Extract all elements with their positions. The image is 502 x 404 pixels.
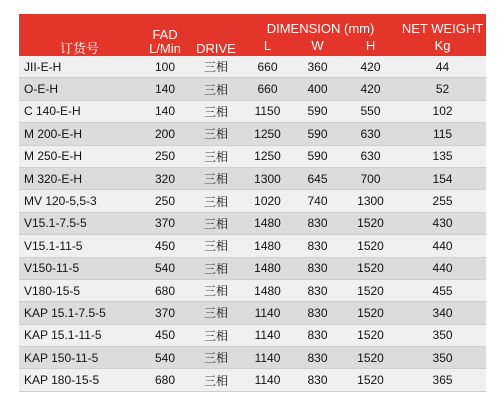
cell-drive: 三相 (190, 78, 242, 100)
cell-length: 660 (242, 78, 293, 100)
cell-width: 830 (293, 257, 342, 279)
cell-model: KAP 180-15-5 (19, 369, 140, 391)
cell-weight: 365 (399, 369, 486, 391)
cell-drive: 三相 (190, 235, 242, 257)
cell-height: 1520 (342, 257, 399, 279)
cell-fad: 680 (140, 369, 190, 391)
cell-weight: 154 (399, 167, 486, 189)
header-drive: DRIVE (190, 14, 242, 56)
cell-fad: 540 (140, 257, 190, 279)
cell-height: 1520 (342, 324, 399, 346)
table-row (19, 145, 486, 167)
cell-drive: 三相 (190, 324, 242, 346)
cell-weight: 340 (399, 302, 486, 324)
cell-length: 1480 (242, 235, 293, 257)
cell-width: 830 (293, 369, 342, 391)
table-row (19, 235, 486, 257)
cell-weight: 430 (399, 212, 486, 234)
cell-width: 645 (293, 167, 342, 189)
cell-model: V15.1-11-5 (19, 235, 140, 257)
cell-fad: 320 (140, 167, 190, 189)
cell-height: 630 (342, 123, 399, 145)
cell-height: 420 (342, 78, 399, 100)
cell-weight: 102 (399, 100, 486, 122)
cell-fad: 250 (140, 190, 190, 212)
cell-drive: 三相 (190, 212, 242, 234)
cell-weight: 440 (399, 235, 486, 257)
cell-drive: 三相 (190, 279, 242, 301)
table-row (19, 78, 486, 100)
cell-length: 1140 (242, 369, 293, 391)
cell-model: V15.1-7.5-5 (19, 212, 140, 234)
spec-table (19, 14, 486, 392)
header-dim-w: W (293, 36, 342, 56)
cell-fad: 540 (140, 347, 190, 369)
header-fad-unit: L/Min (149, 41, 181, 56)
table-row (19, 279, 486, 301)
cell-model: KAP 150-11-5 (19, 347, 140, 369)
table-body (19, 56, 486, 391)
cell-width: 400 (293, 78, 342, 100)
cell-model: JII-E-H (19, 56, 140, 78)
cell-fad: 680 (140, 279, 190, 301)
header-dim-h: H (342, 36, 399, 56)
cell-model: MV 120-5,5-3 (19, 190, 140, 212)
cell-length: 1480 (242, 212, 293, 234)
cell-fad: 370 (140, 302, 190, 324)
header-order-no: 订货号 (19, 14, 140, 56)
table-row (19, 190, 486, 212)
table-row (19, 56, 486, 78)
cell-length: 1250 (242, 123, 293, 145)
cell-length: 1480 (242, 279, 293, 301)
cell-length: 1020 (242, 190, 293, 212)
cell-length: 1300 (242, 167, 293, 189)
cell-drive: 三相 (190, 56, 242, 78)
cell-height: 1520 (342, 347, 399, 369)
table-header (19, 14, 486, 56)
header-weight-unit: Kg (399, 36, 486, 56)
cell-width: 830 (293, 235, 342, 257)
header-dim-l: L (242, 36, 293, 56)
cell-width: 360 (293, 56, 342, 78)
cell-length: 1250 (242, 145, 293, 167)
cell-drive: 三相 (190, 167, 242, 189)
cell-model: C 140-E-H (19, 100, 140, 122)
table-row (19, 347, 486, 369)
cell-weight: 135 (399, 145, 486, 167)
cell-width: 590 (293, 123, 342, 145)
cell-drive: 三相 (190, 145, 242, 167)
cell-height: 1520 (342, 279, 399, 301)
cell-height: 630 (342, 145, 399, 167)
cell-model: KAP 15.1-7.5-5 (19, 302, 140, 324)
cell-weight: 350 (399, 324, 486, 346)
cell-height: 1520 (342, 369, 399, 391)
cell-model: V150-11-5 (19, 257, 140, 279)
cell-weight: 440 (399, 257, 486, 279)
header-fad (140, 14, 190, 56)
cell-weight: 52 (399, 78, 486, 100)
cell-weight: 455 (399, 279, 486, 301)
cell-height: 1520 (342, 212, 399, 234)
cell-height: 550 (342, 100, 399, 122)
cell-drive: 三相 (190, 369, 242, 391)
cell-width: 830 (293, 279, 342, 301)
table-row (19, 324, 486, 346)
cell-length: 1150 (242, 100, 293, 122)
cell-width: 590 (293, 100, 342, 122)
cell-length: 1140 (242, 347, 293, 369)
cell-length: 1140 (242, 302, 293, 324)
header-dimension: DIMENSION (mm) (242, 14, 399, 36)
table-row (19, 369, 486, 391)
table-row (19, 167, 486, 189)
table-row (19, 212, 486, 234)
cell-width: 830 (293, 302, 342, 324)
cell-height: 420 (342, 56, 399, 78)
cell-width: 830 (293, 324, 342, 346)
cell-fad: 140 (140, 100, 190, 122)
cell-fad: 140 (140, 78, 190, 100)
cell-model: KAP 15.1-11-5 (19, 324, 140, 346)
cell-height: 1300 (342, 190, 399, 212)
cell-width: 590 (293, 145, 342, 167)
cell-weight: 350 (399, 347, 486, 369)
table-row (19, 302, 486, 324)
cell-weight: 255 (399, 190, 486, 212)
cell-fad: 450 (140, 235, 190, 257)
cell-model: M 200-E-H (19, 123, 140, 145)
cell-drive: 三相 (190, 302, 242, 324)
header-net-weight: NET WEIGHT (399, 14, 486, 36)
cell-drive: 三相 (190, 347, 242, 369)
cell-height: 700 (342, 167, 399, 189)
cell-weight: 115 (399, 123, 486, 145)
cell-fad: 100 (140, 56, 190, 78)
cell-model: V180-15-5 (19, 279, 140, 301)
cell-length: 1480 (242, 257, 293, 279)
cell-weight: 44 (399, 56, 486, 78)
cell-model: O-E-H (19, 78, 140, 100)
cell-fad: 370 (140, 212, 190, 234)
cell-width: 830 (293, 347, 342, 369)
cell-drive: 三相 (190, 100, 242, 122)
cell-height: 1520 (342, 235, 399, 257)
spec-table-container (19, 14, 486, 392)
cell-height: 1520 (342, 302, 399, 324)
cell-fad: 450 (140, 324, 190, 346)
cell-model: M 250-E-H (19, 145, 140, 167)
table-row (19, 100, 486, 122)
cell-width: 740 (293, 190, 342, 212)
cell-width: 830 (293, 212, 342, 234)
table-row (19, 123, 486, 145)
cell-drive: 三相 (190, 190, 242, 212)
cell-drive: 三相 (190, 257, 242, 279)
table-row (19, 257, 486, 279)
cell-fad: 250 (140, 145, 190, 167)
cell-model: M 320-E-H (19, 167, 140, 189)
cell-length: 660 (242, 56, 293, 78)
cell-fad: 200 (140, 123, 190, 145)
cell-drive: 三相 (190, 123, 242, 145)
header-fad-label: FAD (152, 27, 178, 42)
cell-length: 1140 (242, 324, 293, 346)
